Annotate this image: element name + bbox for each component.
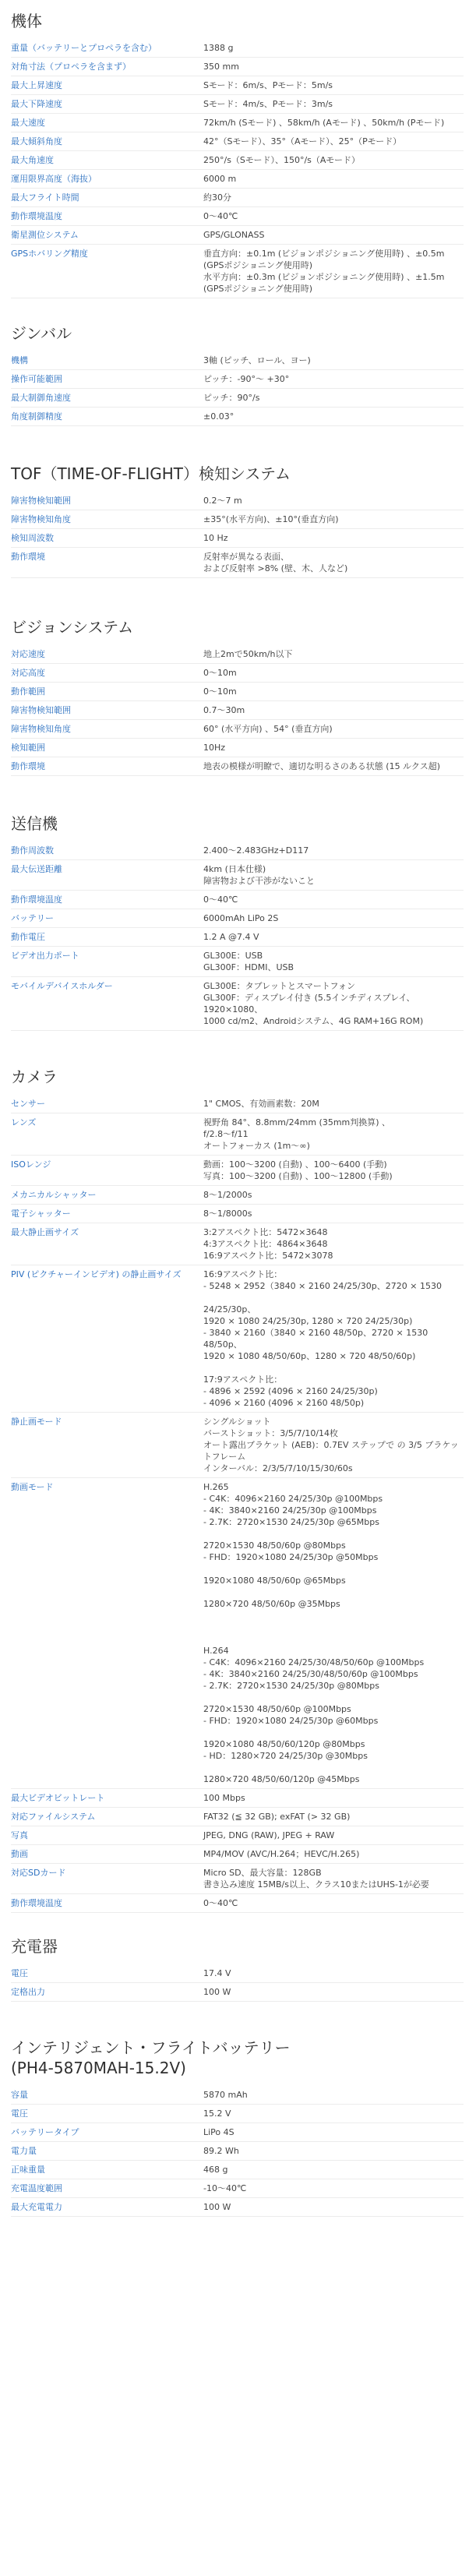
spec-key: 対応高度: [11, 668, 45, 678]
spec-key: 対応SDカード: [11, 1868, 66, 1878]
spec-row: [11, 2161, 464, 2179]
spec-value: 100 W: [203, 1987, 231, 1997]
spec-key: 最大伝送距離: [11, 864, 62, 874]
spec-value: 動画：100〜3200 (自動) 、100〜6400 (手動) 写真：100〜3200 (自動) 、100〜12800 (手動): [203, 1159, 393, 1181]
spec-value: ±0.03°: [203, 411, 234, 422]
spec-value: シングルショット バーストショット：3/5/7/10/14枚 オート露出ブラケット (AEB)：0.7EV ステップで の 3/5 ブラケットフレーム インターバル：2/3/5/7/10/15/30/60s: [203, 1417, 459, 1473]
spec-key: 動作環境: [11, 552, 45, 562]
spec-row: [11, 757, 464, 776]
spec-key: 最大上昇速度: [11, 80, 62, 90]
spec-value: 0〜40℃: [203, 1898, 238, 1908]
spec-row: [11, 226, 464, 245]
spec-key: 動画モード: [11, 1482, 54, 1492]
spec-row: [11, 1223, 464, 1265]
spec-value: GL300E：USB GL300F：HDMI、USB: [203, 951, 294, 972]
spec-row: [11, 245, 464, 298]
spec-row: [11, 1894, 464, 1913]
spec-value: 0.2〜7 m: [203, 496, 242, 506]
spec-value: 0.7〜30m: [203, 705, 245, 715]
spec-row: [11, 2142, 464, 2161]
spec-value: ピッチ：90°/s: [203, 393, 260, 403]
spec-row: [11, 351, 464, 370]
spec-value: 垂直方向：±0.1m (ビジョンポジショニング使用時) 、±0.5m (GPSポジショニング使用時) 水平方向：±0.3m (ビジョンポジショニング使用時) 、±1.5m (GPSポジショニング使用時): [203, 249, 445, 294]
spec-section: [11, 803, 464, 1056]
spec-row: [11, 1864, 464, 1894]
spec-key: 運用限界高度（海抜）: [11, 174, 97, 184]
spec-row: [11, 1113, 464, 1156]
spec-value: Sモード：4m/s、Pモード：3m/s: [203, 99, 333, 109]
spec-section: [11, 2027, 464, 2217]
spec-value: ピッチ：-90°〜 +30°: [203, 374, 290, 384]
spec-value: 10Hz: [203, 743, 226, 753]
spec-key: メカニカルシャッター: [11, 1190, 97, 1200]
spec-key: 最大静止画サイズ: [11, 1227, 79, 1237]
spec-table: [11, 2086, 464, 2217]
spec-row: [11, 170, 464, 189]
spec-value: LiPo 4S: [203, 2127, 234, 2137]
spec-value: 6000 m: [203, 174, 237, 184]
spec-key: 動作電圧: [11, 932, 45, 942]
spec-key: 電力量: [11, 2146, 37, 2156]
spec-key: PIV (ピクチャーインビデオ) の静止画サイズ: [11, 1269, 182, 1279]
spec-table: [11, 1095, 464, 1913]
spec-table: [11, 492, 464, 578]
spec-row: [11, 739, 464, 757]
spec-key: 電圧: [11, 2108, 28, 2119]
spec-value: Sモード：6m/s、Pモード：5m/s: [203, 80, 333, 90]
section-spacer: [11, 426, 464, 453]
spec-key: 動作範囲: [11, 686, 45, 697]
spec-key: 最大フライト時間: [11, 192, 79, 203]
spec-value: 1388 g: [203, 43, 234, 53]
spec-value: JPEG, DNG (RAW), JPEG + RAW: [203, 1830, 335, 1840]
spec-key: 対応ファイルシステム: [11, 1812, 96, 1822]
spec-table: [11, 842, 464, 1031]
spec-row: [11, 58, 464, 76]
spec-row: [11, 2105, 464, 2123]
spec-row: [11, 1095, 464, 1113]
spec-key: 定格出力: [11, 1987, 45, 1997]
spec-key: レンズ: [11, 1117, 37, 1127]
spec-row: [11, 928, 464, 947]
spec-row: [11, 1789, 464, 1808]
spec-row: [11, 189, 464, 207]
section-title: 充電器: [11, 1937, 58, 1956]
spec-row: [11, 510, 464, 529]
spec-value: 100 W: [203, 2202, 231, 2212]
spec-key: 最大ビデオビットレート: [11, 1793, 105, 1803]
spec-table: [11, 351, 464, 426]
section-spacer: [11, 1913, 464, 1925]
spec-value: 16:9アスペクト比： - 5248 × 2952（3840 × 2160 24/25/30p、2720 × 1530 24/25/30p、 1920 × 1080 24/25/30p, 1280 × 720 24/25/30p) - 3840 × 2160（3840 × 2160 48/50p、2720 × 1530 48/50p、 1920 × 1080 48/50/60p、1280 × 720 48/50/60p) 17:9アスペクト比： - 4896 × 2592 (4096 × 2160 24/25/30p) - 4096 × 2160 (4096 × 2160 48/50p): [203, 1269, 442, 1408]
spec-row: [11, 95, 464, 114]
spec-key: 障害物検知角度: [11, 514, 71, 524]
spec-key: 検知周波数: [11, 533, 54, 543]
spec-table: [11, 645, 464, 776]
spec-row: [11, 1156, 464, 1186]
spec-row: [11, 664, 464, 683]
spec-key: 角度制御精度: [11, 411, 62, 422]
spec-row: [11, 529, 464, 548]
spec-key: バッテリー: [11, 913, 54, 923]
spec-value: 42°（Sモード）、35°（Aモード）、25°（Pモード）: [203, 136, 402, 146]
spec-row: [11, 114, 464, 132]
section-spacer: [11, 2002, 464, 2027]
spec-value: H.265 - C4K：4096×2160 24/25/30p @100Mbps - 4K：3840×2160 24/25/30p @100Mbps - 2.7K：2720×1530 24/25/30p @65Mbps 2720×1530 48/50/60p @80Mbps - FHD：1920×1080 24/25/30p @50Mbps 1920×1080 48/50/60p @65Mbps 1280×720 48/50/60p @35Mbps H.264 - C4K：4096×2160 24/25/30/48/50/60p @100Mbps - 4K：3840×2160 24/25/30/48/50/60p @100Mbps - 2.7K：2720×1530 24/25/30p @80Mbps 2720×1530 48/50/60p @100Mbps - FHD：1920×1080 24/25/30p @60Mbps 1920×1080 48/50/60/120p @80Mbps - HD：1280×720 24/25/30p @30Mbps 1280×720 48/50/60/120p @45Mbps: [203, 1482, 425, 1784]
spec-row: [11, 977, 464, 1031]
spec-value: 2.400〜2.483GHz+D117: [203, 845, 309, 856]
spec-key: 最大下降速度: [11, 99, 62, 109]
section-title: 機体: [11, 12, 42, 30]
spec-value: -10〜40℃: [203, 2183, 247, 2193]
spec-key: 動作周波数: [11, 845, 54, 856]
section-title: 送信機: [11, 814, 58, 833]
spec-value: 地表の模様が明瞭で、適切な明るさのある状態 (15 ルクス超): [203, 761, 441, 771]
section-title: カメラ: [11, 1067, 58, 1086]
spec-row: [11, 683, 464, 701]
spec-key: 動作環境温度: [11, 1898, 62, 1908]
spec-section: [11, 1056, 464, 1925]
spec-key: 最大角速度: [11, 155, 54, 165]
spec-row: [11, 2179, 464, 2198]
spec-value: 1.2 A @7.4 V: [203, 932, 259, 942]
spec-key: 対応速度: [11, 649, 45, 659]
spec-value: 89.2 Wh: [203, 2146, 239, 2156]
spec-row: [11, 207, 464, 226]
spec-row: [11, 860, 464, 891]
spec-row: [11, 947, 464, 977]
spec-section: [11, 0, 464, 312]
spec-key: ビデオ出力ポート: [11, 951, 79, 961]
spec-value: 250°/s（Sモード）、150°/s（Aモード）: [203, 155, 360, 165]
spec-value: Micro SD、最大容量：128GB 書き込み速度 15MB/s以上、クラス10またはUHS-1が必要: [203, 1868, 429, 1890]
spec-key: 電圧: [11, 1968, 28, 1978]
spec-row: [11, 2086, 464, 2105]
spec-section: [11, 1925, 464, 2027]
spec-value: 60° (水平方向) 、54° (垂直方向): [203, 724, 333, 734]
spec-row: [11, 891, 464, 909]
spec-value: 17.4 V: [203, 1968, 231, 1978]
spec-section: [11, 312, 464, 453]
spec-value: 地上2mで50km/h以下: [203, 649, 293, 659]
spec-value: 4km (日本仕様) 障害物および干渉がないこと: [203, 864, 315, 886]
spec-row: [11, 1983, 464, 2002]
spec-value: 72km/h (Sモード) 、58km/h (Aモード) 、50km/h (Pモード): [203, 118, 445, 128]
spec-key: 容量: [11, 2090, 28, 2100]
spec-key: 動画: [11, 1849, 28, 1859]
spec-row: [11, 1964, 464, 1983]
section-title: TOF（TIME-OF-FLIGHT）検知システム: [11, 464, 291, 483]
spec-value: 15.2 V: [203, 2108, 231, 2119]
spec-row: [11, 909, 464, 928]
spec-key: 障害物検知範囲: [11, 496, 71, 506]
spec-key: 重量（バッテリーとプロペラを含む）: [11, 43, 157, 53]
spec-key: 障害物検知範囲: [11, 705, 71, 715]
spec-key: 正味重量: [11, 2165, 45, 2175]
spec-value: 10 Hz: [203, 533, 228, 543]
spec-value: 3軸 (ピッチ、ロール、ヨー): [203, 355, 311, 365]
spec-row: [11, 1826, 464, 1845]
spec-value: 8〜1/8000s: [203, 1209, 252, 1219]
spec-value: FAT32 (≦ 32 GB); exFAT (> 32 GB): [203, 1812, 351, 1822]
spec-value: 3:2アスペクト比：5472×3648 4:3アスペクト比：4864×3648 16:9アスペクト比：5472×3078: [203, 1227, 333, 1261]
section-spacer: [11, 1031, 464, 1056]
spec-key: 最大速度: [11, 118, 45, 128]
spec-value: 視野角 84°、8.8mm/24mm (35mm判換算) 、 f/2.8〜f/11 オートフォーカス (1m〜∞): [203, 1117, 391, 1151]
spec-row: [11, 2198, 464, 2217]
section-spacer: [11, 578, 464, 606]
spec-row: [11, 842, 464, 860]
spec-value: 8〜1/2000s: [203, 1190, 252, 1200]
spec-row: [11, 151, 464, 170]
spec-value: 約30分: [203, 192, 231, 203]
spec-table: [11, 1964, 464, 2002]
spec-key: 電子シャッター: [11, 1209, 71, 1219]
section-title: ジンバル: [11, 324, 72, 343]
spec-key: 最大傾斜角度: [11, 136, 62, 146]
spec-key: 操作可能範囲: [11, 374, 62, 384]
spec-value: 468 g: [203, 2165, 228, 2175]
spec-row: [11, 2123, 464, 2142]
spec-key: バッテリータイプ: [11, 2127, 79, 2137]
spec-value: 0〜10m: [203, 668, 237, 678]
spec-row: [11, 548, 464, 578]
spec-key: 最大制御角速度: [11, 393, 71, 403]
spec-row: [11, 76, 464, 95]
spec-row: [11, 1808, 464, 1826]
spec-row: [11, 132, 464, 151]
spec-row: [11, 389, 464, 408]
spec-row: [11, 701, 464, 720]
spec-key: 衛星測位システム: [11, 230, 79, 240]
spec-key: 充電温度範囲: [11, 2183, 62, 2193]
spec-key: 検知範囲: [11, 743, 45, 753]
section-title: インテリジェント・フライトバッテリー (PH4-5870MAH-15.2V): [11, 2038, 291, 2077]
spec-row: [11, 1845, 464, 1864]
spec-row: [11, 1265, 464, 1413]
spec-key: 機構: [11, 355, 28, 365]
spec-row: [11, 408, 464, 426]
spec-section: [11, 453, 464, 606]
spec-value: 反射率が異なる表面、 および反射率 >8% (壁、木、人など): [203, 552, 348, 573]
section-spacer: [11, 776, 464, 803]
spec-key: 動作環境: [11, 761, 45, 771]
spec-row: [11, 370, 464, 389]
spec-table: [11, 39, 464, 298]
spec-key: 動作環境温度: [11, 211, 62, 221]
spec-key: センサー: [11, 1099, 45, 1109]
spec-value: 0〜10m: [203, 686, 237, 697]
spec-key: GPSホバリング精度: [11, 249, 88, 259]
spec-value: MP4/MOV (AVC/H.264；HEVC/H.265): [203, 1849, 360, 1859]
section-title: ビジョンシステム: [11, 618, 134, 637]
spec-value: ±35°(水平方向)、±10°(垂直方向): [203, 514, 339, 524]
section-spacer: [11, 298, 464, 312]
spec-row: [11, 1413, 464, 1478]
spec-key: 最大充電電力: [11, 2202, 62, 2212]
spec-value: GPS/GLONASS: [203, 230, 265, 240]
spec-key: 静止画モード: [11, 1417, 62, 1427]
spec-value: 0〜40℃: [203, 895, 238, 905]
spec-value: 5870 mAh: [203, 2090, 248, 2100]
spec-key: ISOレンジ: [11, 1159, 51, 1170]
spec-row: [11, 1478, 464, 1789]
spec-section: [11, 606, 464, 803]
spec-row: [11, 492, 464, 510]
spec-key: モバイルデバイスホルダー: [11, 981, 113, 991]
spec-key: 写真: [11, 1830, 28, 1840]
spec-value: 1" CMOS、有効画素数：20M: [203, 1099, 319, 1109]
spec-row: [11, 39, 464, 58]
spec-key: 障害物検知角度: [11, 724, 71, 734]
spec-row: [11, 1186, 464, 1205]
spec-row: [11, 645, 464, 664]
spec-value: 100 Mbps: [203, 1793, 245, 1803]
spec-value: 350 mm: [203, 62, 239, 72]
spec-row: [11, 720, 464, 739]
spec-key: 対角寸法（プロペラを含まず）: [11, 62, 131, 72]
spec-value: 6000mAh LiPo 2S: [203, 913, 279, 923]
spec-value: GL300E：タブレットとスマートフォン GL300F：ディスプレイ付き (5.5インチディスプレイ、1920×1080、 1000 cd/m2、Androidシステム、4G RAM+16G ROM): [203, 981, 424, 1026]
spec-row: [11, 1205, 464, 1223]
spec-value: 0〜40℃: [203, 211, 238, 221]
spec-key: 動作環境温度: [11, 895, 62, 905]
